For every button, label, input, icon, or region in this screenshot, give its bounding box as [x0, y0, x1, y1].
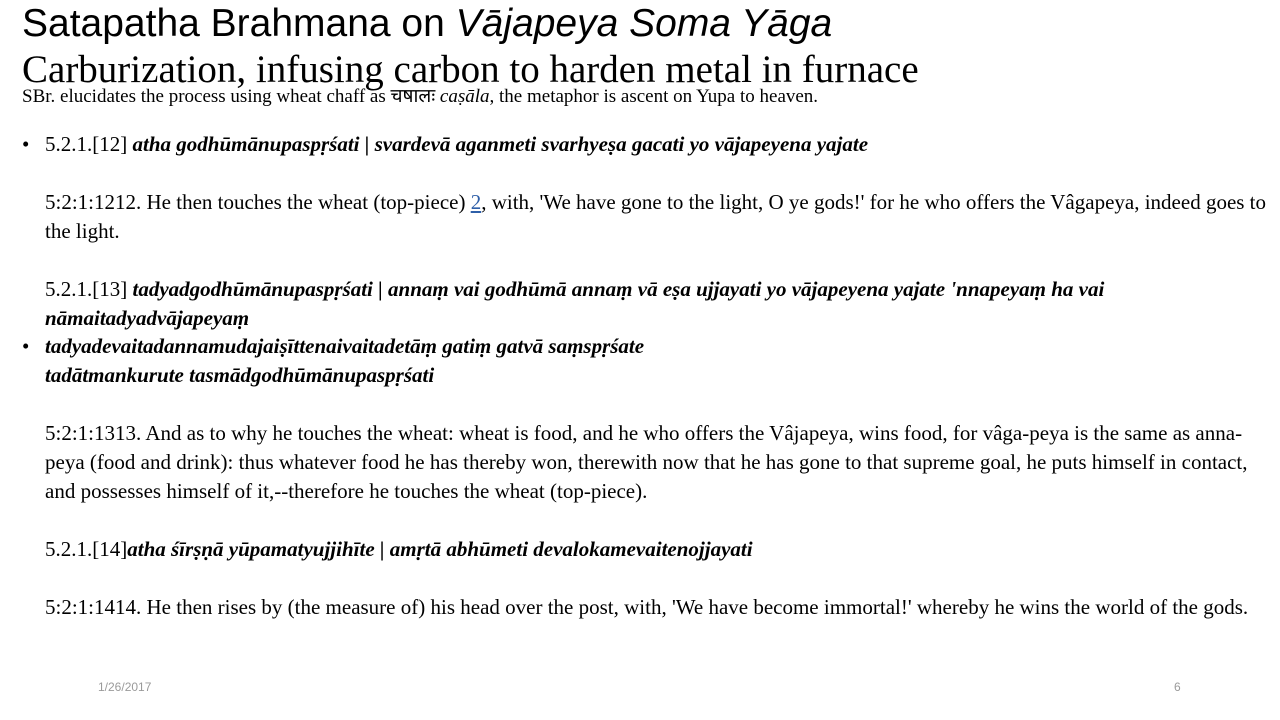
sanskrit-text: tadyadgodhūmānupaspṛśati | annaṃ vai godhūmā annaṃ vā eṣa ujjayati yo vājapeyena yajate 'nnapeyaṃ ha vai nāmaitadyadvājapeyaṃ [45, 277, 1105, 330]
bullet-marker: • [22, 132, 30, 156]
verse-ref: 5.2.1.[14] [45, 537, 128, 561]
bullet-marker: • [22, 334, 30, 358]
title-block [22, 2, 1262, 108]
slide-subtitle [22, 86, 1262, 108]
translation-text: , with, 'We have gone to the light, O ye gods!' for he who offers the Vâgapeya, indeed goes to the light. [45, 190, 1267, 243]
slide-body [22, 130, 1267, 622]
verse-13-sanskrit-cont-2: tadātmankurute tasmādgodhūmānupaspṛśati [45, 363, 435, 387]
verse-14-sanskrit [45, 535, 1267, 564]
subtitle-prefix: SBr. elucidates the process using wheat chaff as चषालः [22, 86, 440, 107]
verse-12-sanskrit [45, 130, 1267, 159]
title-prefix: Satapatha Brahmana on [22, 2, 456, 45]
verse-13-translation: 5:2:1:1313. And as to why he touches the wheat: wheat is food, and he who offers the Vâjapeya, wins food, for vâga-peya is the same as anna-peya (food and drink): thus whatever food he has thereby won, therewith now that he has gone to that supreme goal, he puts himself in contact, and possesses himself of it,--therefore he touches the wheat (top-piece). [45, 421, 1248, 503]
verse-12-translation [45, 188, 1267, 246]
title-italic: Vājapeya Soma Yāga [455, 2, 833, 45]
footer-date: 1/26/2017 [98, 680, 152, 694]
bullet-item-2 [22, 332, 1267, 622]
verse-ref: 5.2.1.[13] [45, 277, 133, 301]
slide-subtitle-heading: Carburization, infusing carbon to harden metal in furnace [22, 48, 919, 91]
verse-14-translation: 5:2:1:1414. He then rises by (the measure of) his head over the post, with, 'We have become immortal!' whereby he wins the world of the gods. [45, 595, 1249, 619]
subtitle-italic: caṣāla [439, 86, 490, 107]
sanskrit-text: atha śīrṣṇā yūpamatyujjihīte | amṛtā abhūmeti devalokamevaitenojjayati [127, 537, 753, 561]
translation-text: 5:2:1:1212. He then touches the wheat (top-piece) [45, 190, 471, 214]
verse-13-sanskrit-cont-1: tadyadevaitadannamudajaiṣīttenaivaitadetāṃ gatiṃ gatvā saṃspṛśate [45, 334, 645, 358]
verse-13-sanskrit [45, 275, 1267, 333]
verse-ref: 5.2.1.[12] [45, 132, 133, 156]
page-number: 6 [1174, 680, 1181, 694]
slide-title [22, 2, 1262, 46]
bullet-item-1 [22, 130, 1267, 333]
subtitle-suffix: , the metaphor is ascent on Yupa to heaven. [489, 86, 819, 107]
sanskrit-text: atha godhūmānupaspṛśati | svardevā aganmeti svarhyeṣa gacati yo vājapeyena yajate [132, 132, 869, 156]
footnote-link[interactable]: 2 [470, 190, 482, 214]
